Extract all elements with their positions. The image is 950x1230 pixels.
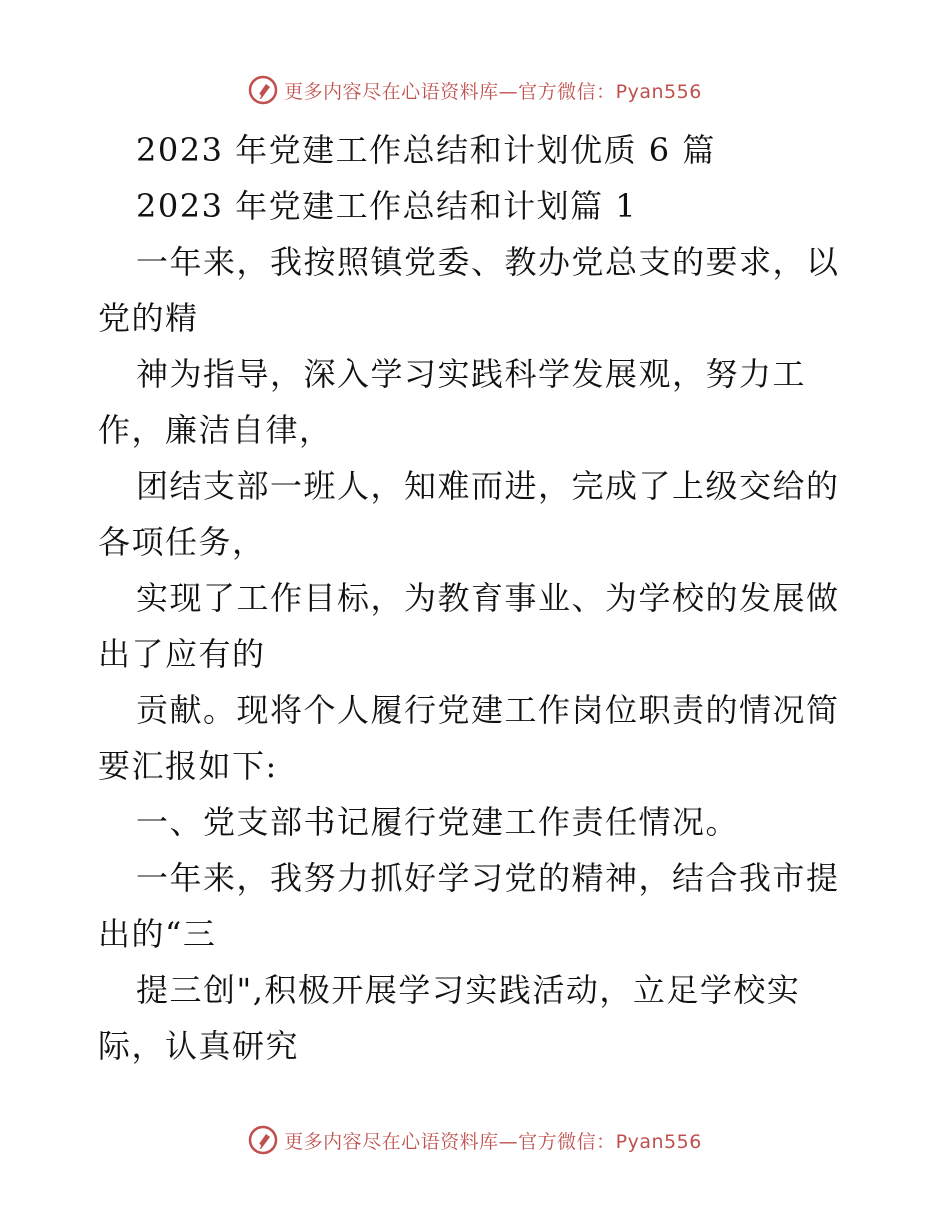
- header-watermark: [0, 70, 950, 110]
- paragraph-line: 要汇报如下:: [98, 747, 278, 785]
- paragraph-line: 贡献。现将个人履行党建工作岗位职责的情况简: [136, 691, 840, 729]
- paragraph-line: 出了应有的: [98, 635, 266, 673]
- pen-nib-seal-icon: [248, 1125, 278, 1155]
- subsection-heading: 一、党支部书记履行党建工作责任情况。: [136, 803, 740, 841]
- watermark-text: 更多内容尽在心语资料库—官方微信：Pyan556: [284, 1130, 702, 1153]
- paragraph-line: 一年来，我按照镇党委、教办党总支的要求，以: [136, 243, 840, 281]
- paragraph-line: 一年来，我努力抓好学习党的精神，结合我市提: [136, 859, 840, 897]
- paragraph-line: 际，认真研究: [98, 1027, 300, 1065]
- paragraph-line: 各项任务，: [98, 523, 266, 561]
- pen-nib-seal-icon: [248, 75, 278, 105]
- paragraph-line: 团结支部一班人，知难而进，完成了上级交给的: [136, 467, 840, 505]
- paragraph-line: 提三创",积极开展学习实践活动，立足学校实: [136, 971, 801, 1009]
- document-title: 2023 年党建工作总结和计划优质 6 篇: [136, 131, 716, 169]
- paragraph-line: 神为指导，深入学习实践科学发展观，努力工: [136, 355, 807, 393]
- document-body: [98, 122, 858, 1074]
- footer-watermark: [0, 1120, 950, 1160]
- paragraph-line: 实现了工作目标，为教育事业、为学校的发展做: [136, 579, 840, 617]
- paragraph-line: 作，廉洁自律，: [98, 411, 333, 449]
- watermark-text: 更多内容尽在心语资料库—官方微信：Pyan556: [284, 80, 702, 103]
- paragraph-line: 出的“三: [98, 915, 217, 953]
- paragraph-line: 党的精: [98, 299, 199, 337]
- section-heading: 2023 年党建工作总结和计划篇 1: [136, 187, 638, 225]
